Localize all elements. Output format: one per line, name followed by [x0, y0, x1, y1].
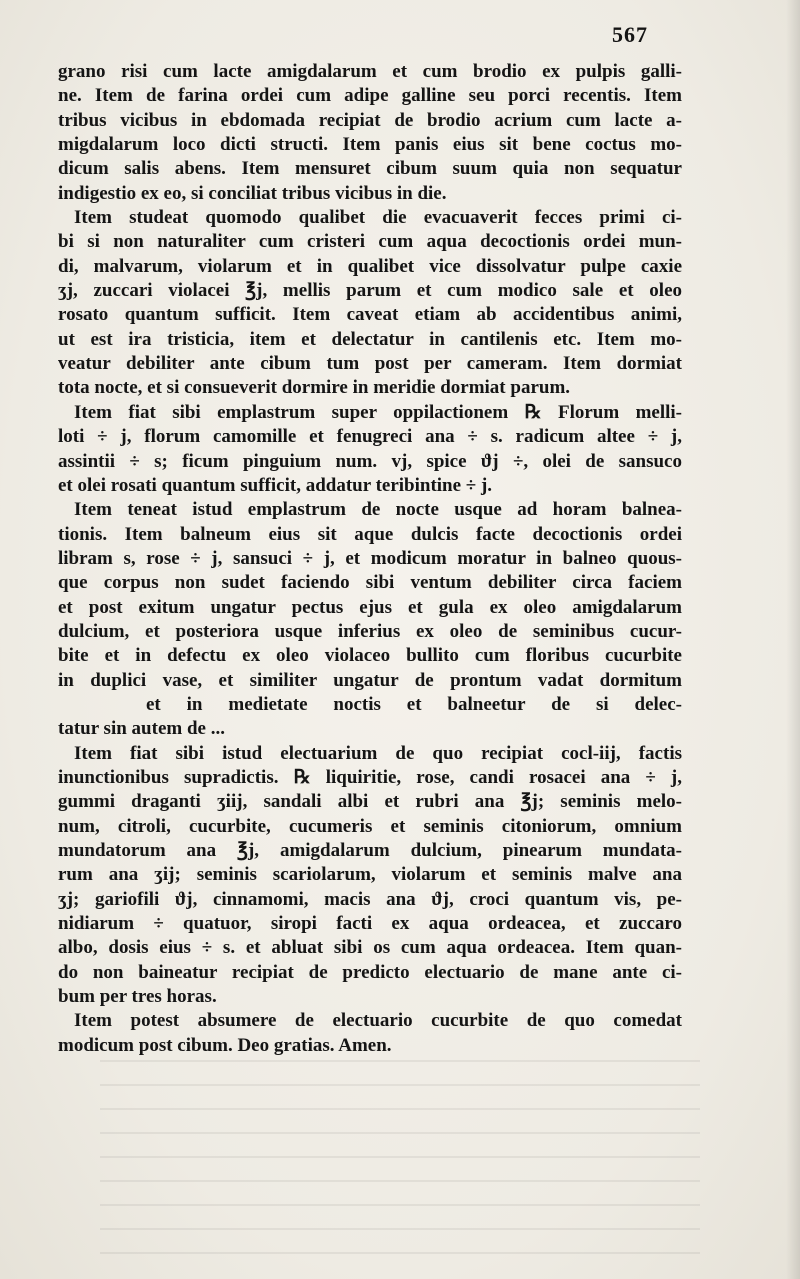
- text-line: tionis. Item balneum eius sit aque dulcis facte decoctionis ordei: [58, 523, 682, 545]
- text-line: dicum salis abens. Item mensuret cibum suum quia non sequatur: [58, 158, 682, 180]
- text-line: bum per tres horas.: [58, 986, 217, 1008]
- text-line: num, citroli, cucurbite, cucumeris et seminis citoniorum, omnium: [58, 815, 682, 837]
- text-line: dulcium, et posteriora usque inferius ex oleo de seminibus cucur-: [58, 620, 682, 642]
- text-line: loti ÷ j, florum camomille et fenugreci ana ÷ s. radicum altee ÷ j,: [58, 426, 682, 448]
- page-edge-shadow: [786, 0, 800, 1279]
- text-line: grano risi cum lacte amigdalarum et cum brodio ex pulpis galli-: [58, 61, 682, 82]
- text-line: modicum post cibum. Deo gratias. Amen.: [58, 1034, 392, 1056]
- text-line: tatur sin autem de ...: [58, 718, 225, 740]
- text-line: rum ana ʒij; seminis scariolarum, violarum et seminis malve ana: [58, 864, 682, 886]
- text-line: albo, dosis eius ÷ s. et abluat sibi os cum aqua ordeacea. Item quan-: [58, 937, 682, 959]
- text-line: in duplici vase, et similiter ungatur de prontum vadat dormitum: [58, 669, 682, 691]
- text-line: assintii ÷ s; ficum pinguium num. vj, spice ϑj ÷, olei de sansuco: [58, 450, 682, 472]
- text-line: que corpus non sudet faciendo sibi ventum debiliter circa faciem: [58, 572, 682, 594]
- text-line: veatur debiliter ante cibum tum post per cameram. Item dormiat: [58, 353, 682, 375]
- text-line: ut est ira tristicia, item et delectatur in cantilenis etc. Item mo-: [58, 328, 682, 350]
- latin-text-block: [58, 60, 682, 1058]
- text-line: di, malvarum, violarum et in qualibet vice dissolvatur pulpe caxie: [58, 255, 682, 277]
- text-line: et post exitum ungatur pectus ejus et gula ex oleo amigdalarum: [58, 596, 682, 618]
- text-line: tribus vicibus in ebdomada recipiat de brodio acrium cum lacte a-: [58, 109, 682, 131]
- text-line: ʒj, zuccari violacei ℥j, mellis parum et cum modico sale et oleo: [58, 280, 682, 302]
- text-line: mundatorum ana ℥j, amigdalarum dulcium, pinearum mundata-: [58, 840, 682, 861]
- page-number: 567: [612, 22, 648, 47]
- text-line: nidiarum ÷ quatuor, siropi facti ex aqua ordeacea, et zuccaro: [58, 913, 682, 935]
- text-line: bi si non naturaliter cum cristeri cum aqua decoctionis ordei mun-: [58, 231, 682, 253]
- text-line: inunctionibus supradictis. ℞ liquiritie, rose, candi rosacei ana ÷ j,: [58, 766, 682, 788]
- text-line: Item potest absumere de electuario cucurbite de quo comedat: [74, 1010, 682, 1032]
- text-line: libram s, rose ÷ j, sansuci ÷ j, et modicum moratur in balneo quous-: [58, 547, 682, 569]
- text-line: do non baineatur recipiat de predicto electuario de mane ante ci-: [58, 961, 682, 983]
- bleed-through-text: [100, 1060, 700, 1270]
- text-line: Item teneat istud emplastrum de nocte usque ad horam balnea-: [74, 499, 682, 521]
- text-line: migdalarum loco dicti structi. Item panis eius sit bene coctus mo-: [58, 134, 682, 156]
- text-line: Item fiat sibi emplastrum super oppilactionem ℞ Florum melli-: [74, 401, 682, 423]
- text-line: gummi draganti ʒiij, sandali albi et rubri ana ℥j; seminis melo-: [58, 791, 682, 813]
- text-line: ne. Item de farina ordei cum adipe galline seu porci recentis. Item: [58, 85, 682, 107]
- text-line: indigestio ex eo, si conciliat tribus vicibus in die.: [58, 182, 447, 204]
- text-line: bite et in defectu ex oleo violaceo bullito cum floribus cucurbite: [58, 645, 682, 667]
- text-line: et olei rosati quantum sufficit, addatur teribintine ÷ j.: [58, 474, 493, 496]
- text-line: et in medietate noctis et balneetur de si delec-: [146, 693, 682, 715]
- text-line: Item studeat quomodo qualibet die evacuaverit fecces primi ci-: [74, 207, 682, 229]
- text-line: Item fiat sibi istud electuarium de quo recipiat cocl-iij, factis: [74, 742, 682, 764]
- text-line: rosato quantum sufficit. Item caveat etiam ab accidentibus animi,: [58, 304, 682, 326]
- text-line: tota nocte, et si consueverit dormire in meridie dormiat parum.: [58, 377, 571, 399]
- text-line: ʒj; gariofili ϑj, cinnamomi, macis ana ϑj, croci quantum vis, pe-: [58, 888, 682, 910]
